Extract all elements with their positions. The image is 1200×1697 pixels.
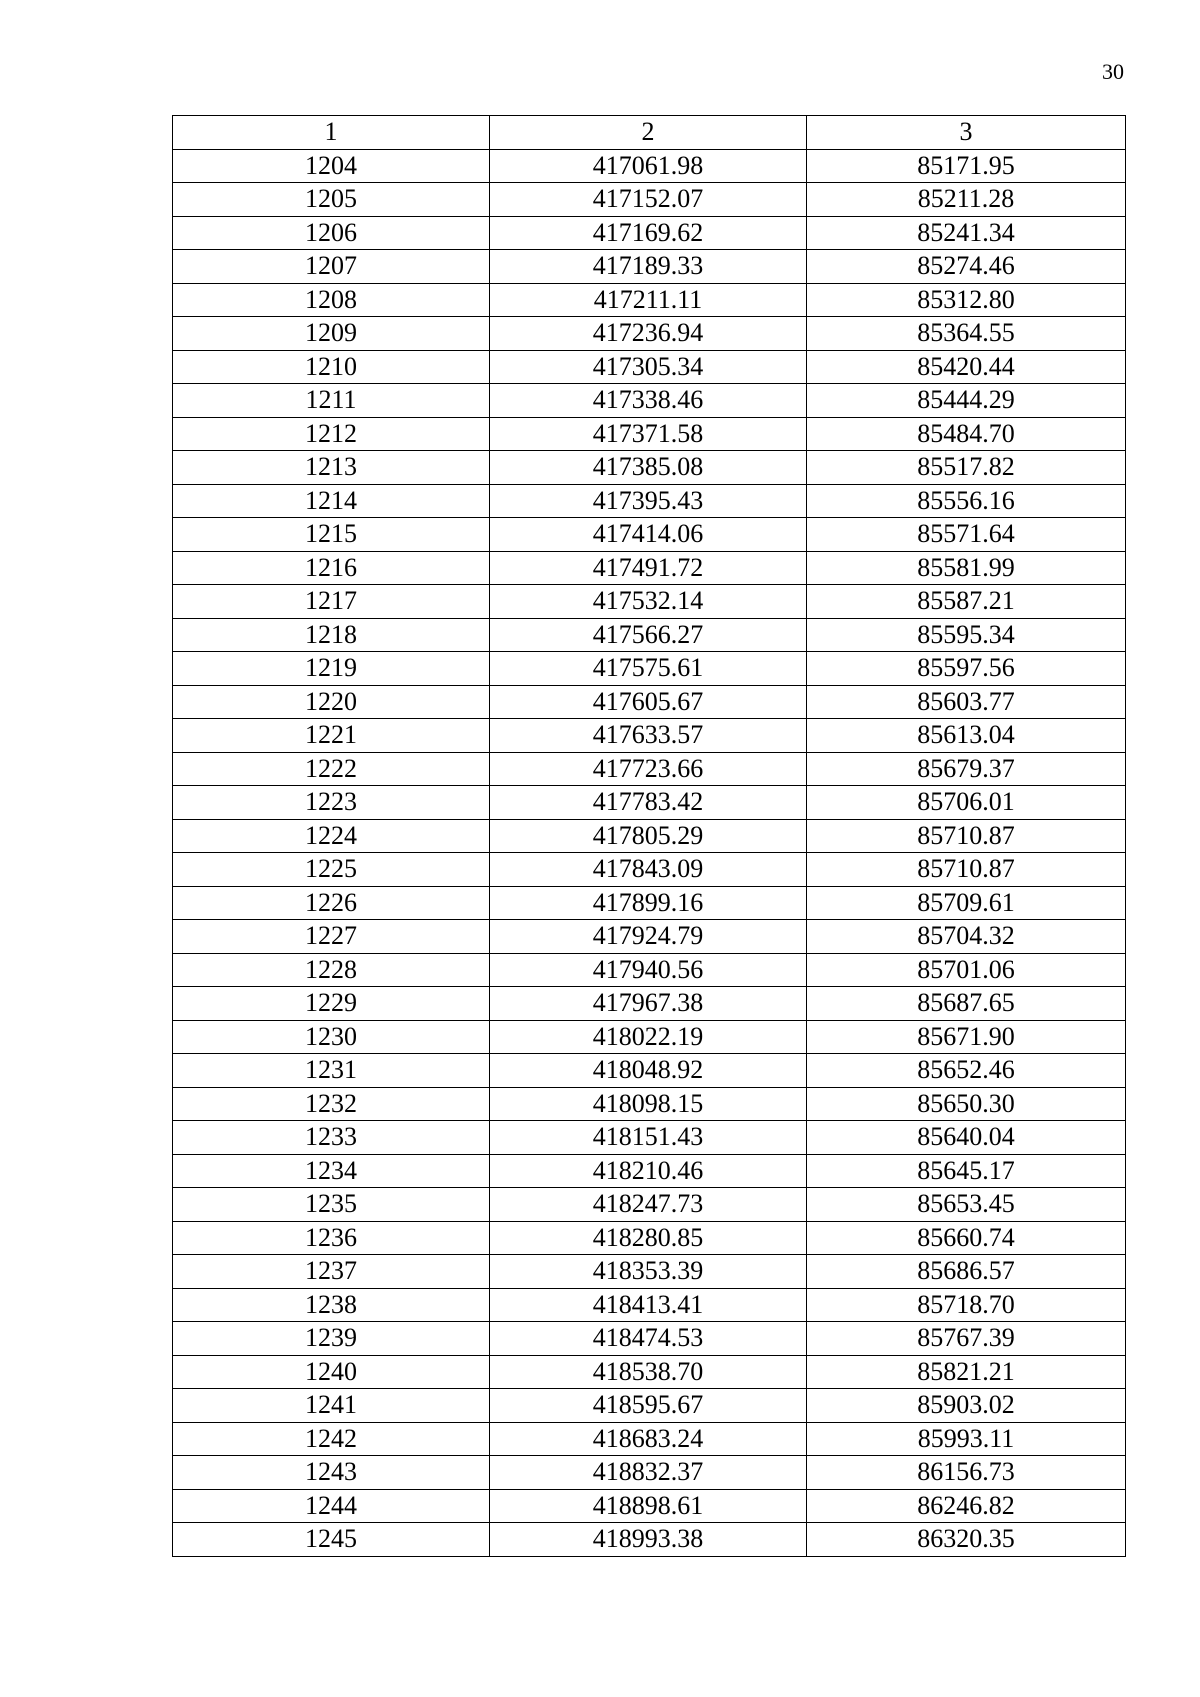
x-coordinate-cell: 417575.61 <box>490 652 807 686</box>
point-number-cell: 1227 <box>173 920 490 954</box>
y-coordinate-cell: 85640.04 <box>807 1121 1126 1155</box>
x-coordinate-cell: 417967.38 <box>490 987 807 1021</box>
x-coordinate-cell: 418280.85 <box>490 1221 807 1255</box>
y-coordinate-cell: 85652.46 <box>807 1054 1126 1088</box>
x-coordinate-cell: 417211.11 <box>490 283 807 317</box>
table-row <box>173 1422 1126 1456</box>
x-coordinate-cell: 418048.92 <box>490 1054 807 1088</box>
y-coordinate-cell: 85686.57 <box>807 1255 1126 1289</box>
x-coordinate-cell: 417385.08 <box>490 451 807 485</box>
point-number-cell: 1217 <box>173 585 490 619</box>
point-number-cell: 1215 <box>173 518 490 552</box>
point-number-cell: 1236 <box>173 1221 490 1255</box>
point-number-cell: 1204 <box>173 149 490 183</box>
x-coordinate-cell: 417805.29 <box>490 819 807 853</box>
point-number-cell: 1213 <box>173 451 490 485</box>
y-coordinate-cell: 85709.61 <box>807 886 1126 920</box>
y-coordinate-cell: 85420.44 <box>807 350 1126 384</box>
point-number-cell: 1241 <box>173 1389 490 1423</box>
point-number-cell: 1219 <box>173 652 490 686</box>
table-row <box>173 1020 1126 1054</box>
table-row <box>173 451 1126 485</box>
table-row <box>173 1322 1126 1356</box>
x-coordinate-cell: 418595.67 <box>490 1389 807 1423</box>
table-row <box>173 384 1126 418</box>
y-coordinate-cell: 85312.80 <box>807 283 1126 317</box>
table-header <box>173 116 1126 150</box>
table-row <box>173 250 1126 284</box>
table-row <box>173 1221 1126 1255</box>
x-coordinate-cell: 417940.56 <box>490 953 807 987</box>
x-coordinate-cell: 417723.66 <box>490 752 807 786</box>
y-coordinate-cell: 85595.34 <box>807 618 1126 652</box>
point-number-cell: 1212 <box>173 417 490 451</box>
point-number-cell: 1232 <box>173 1087 490 1121</box>
x-coordinate-cell: 418151.43 <box>490 1121 807 1155</box>
point-number-cell: 1206 <box>173 216 490 250</box>
table-row <box>173 819 1126 853</box>
y-coordinate-cell: 85706.01 <box>807 786 1126 820</box>
x-coordinate-cell: 418832.37 <box>490 1456 807 1490</box>
y-coordinate-cell: 85653.45 <box>807 1188 1126 1222</box>
x-coordinate-cell: 417236.94 <box>490 317 807 351</box>
x-coordinate-cell: 417843.09 <box>490 853 807 887</box>
y-coordinate-cell: 85993.11 <box>807 1422 1126 1456</box>
table-row <box>173 585 1126 619</box>
table-row <box>173 1054 1126 1088</box>
y-coordinate-cell: 85767.39 <box>807 1322 1126 1356</box>
point-number-cell: 1230 <box>173 1020 490 1054</box>
table-row <box>173 283 1126 317</box>
x-coordinate-cell: 418474.53 <box>490 1322 807 1356</box>
y-coordinate-cell: 85587.21 <box>807 585 1126 619</box>
table-row <box>173 417 1126 451</box>
y-coordinate-cell: 85444.29 <box>807 384 1126 418</box>
column-header-2: 2 <box>490 116 807 150</box>
point-number-cell: 1240 <box>173 1355 490 1389</box>
y-coordinate-cell: 85687.65 <box>807 987 1126 1021</box>
table-row <box>173 1154 1126 1188</box>
y-coordinate-cell: 85484.70 <box>807 417 1126 451</box>
table-row <box>173 350 1126 384</box>
x-coordinate-cell: 417371.58 <box>490 417 807 451</box>
table-row <box>173 1389 1126 1423</box>
column-header-1: 1 <box>173 116 490 150</box>
column-header-3: 3 <box>807 116 1126 150</box>
point-number-cell: 1242 <box>173 1422 490 1456</box>
point-number-cell: 1224 <box>173 819 490 853</box>
point-number-cell: 1210 <box>173 350 490 384</box>
y-coordinate-cell: 85821.21 <box>807 1355 1126 1389</box>
table-row <box>173 1523 1126 1557</box>
x-coordinate-cell: 418022.19 <box>490 1020 807 1054</box>
x-coordinate-cell: 418993.38 <box>490 1523 807 1557</box>
x-coordinate-cell: 417491.72 <box>490 551 807 585</box>
x-coordinate-cell: 418353.39 <box>490 1255 807 1289</box>
y-coordinate-cell: 85364.55 <box>807 317 1126 351</box>
y-coordinate-cell: 85581.99 <box>807 551 1126 585</box>
y-coordinate-cell: 85171.95 <box>807 149 1126 183</box>
x-coordinate-cell: 418413.41 <box>490 1288 807 1322</box>
point-number-cell: 1218 <box>173 618 490 652</box>
y-coordinate-cell: 85903.02 <box>807 1389 1126 1423</box>
point-number-cell: 1225 <box>173 853 490 887</box>
point-number-cell: 1221 <box>173 719 490 753</box>
x-coordinate-cell: 417924.79 <box>490 920 807 954</box>
point-number-cell: 1226 <box>173 886 490 920</box>
y-coordinate-cell: 85679.37 <box>807 752 1126 786</box>
x-coordinate-cell: 418538.70 <box>490 1355 807 1389</box>
point-number-cell: 1245 <box>173 1523 490 1557</box>
x-coordinate-cell: 418210.46 <box>490 1154 807 1188</box>
point-number-cell: 1243 <box>173 1456 490 1490</box>
point-number-cell: 1207 <box>173 250 490 284</box>
table-row <box>173 853 1126 887</box>
y-coordinate-cell: 85671.90 <box>807 1020 1126 1054</box>
point-number-cell: 1220 <box>173 685 490 719</box>
x-coordinate-cell: 417152.07 <box>490 183 807 217</box>
table-row <box>173 652 1126 686</box>
y-coordinate-cell: 85597.56 <box>807 652 1126 686</box>
x-coordinate-cell: 418098.15 <box>490 1087 807 1121</box>
x-coordinate-cell: 417305.34 <box>490 350 807 384</box>
table-row <box>173 719 1126 753</box>
y-coordinate-cell: 86320.35 <box>807 1523 1126 1557</box>
y-coordinate-cell: 85241.34 <box>807 216 1126 250</box>
x-coordinate-cell: 417338.46 <box>490 384 807 418</box>
table-row <box>173 551 1126 585</box>
x-coordinate-cell: 417061.98 <box>490 149 807 183</box>
point-number-cell: 1233 <box>173 1121 490 1155</box>
coordinates-table <box>172 115 1126 1557</box>
point-number-cell: 1229 <box>173 987 490 1021</box>
table-row <box>173 886 1126 920</box>
x-coordinate-cell: 417783.42 <box>490 786 807 820</box>
y-coordinate-cell: 85710.87 <box>807 819 1126 853</box>
x-coordinate-cell: 417566.27 <box>490 618 807 652</box>
table-row <box>173 1456 1126 1490</box>
y-coordinate-cell: 85701.06 <box>807 953 1126 987</box>
table-row <box>173 1087 1126 1121</box>
table-row <box>173 1121 1126 1155</box>
table-row <box>173 317 1126 351</box>
point-number-cell: 1208 <box>173 283 490 317</box>
point-number-cell: 1205 <box>173 183 490 217</box>
y-coordinate-cell: 85211.28 <box>807 183 1126 217</box>
x-coordinate-cell: 417633.57 <box>490 719 807 753</box>
page-number: 30 <box>1102 59 1124 84</box>
point-number-cell: 1244 <box>173 1489 490 1523</box>
point-number-cell: 1237 <box>173 1255 490 1289</box>
table-row <box>173 1355 1126 1389</box>
x-coordinate-cell: 418683.24 <box>490 1422 807 1456</box>
point-number-cell: 1239 <box>173 1322 490 1356</box>
table-row <box>173 1188 1126 1222</box>
x-coordinate-cell: 417532.14 <box>490 585 807 619</box>
y-coordinate-cell: 85603.77 <box>807 685 1126 719</box>
table-row <box>173 618 1126 652</box>
x-coordinate-cell: 417605.67 <box>490 685 807 719</box>
y-coordinate-cell: 86246.82 <box>807 1489 1126 1523</box>
point-number-cell: 1234 <box>173 1154 490 1188</box>
table-row <box>173 953 1126 987</box>
x-coordinate-cell: 417189.33 <box>490 250 807 284</box>
point-number-cell: 1231 <box>173 1054 490 1088</box>
header-row <box>173 116 1126 150</box>
table-row <box>173 752 1126 786</box>
table-row <box>173 1255 1126 1289</box>
y-coordinate-cell: 85660.74 <box>807 1221 1126 1255</box>
point-number-cell: 1211 <box>173 384 490 418</box>
y-coordinate-cell: 85613.04 <box>807 719 1126 753</box>
y-coordinate-cell: 86156.73 <box>807 1456 1126 1490</box>
table-row <box>173 183 1126 217</box>
table-row <box>173 786 1126 820</box>
table-row <box>173 216 1126 250</box>
y-coordinate-cell: 85556.16 <box>807 484 1126 518</box>
x-coordinate-cell: 418898.61 <box>490 1489 807 1523</box>
table-row <box>173 1288 1126 1322</box>
table-row <box>173 685 1126 719</box>
y-coordinate-cell: 85274.46 <box>807 250 1126 284</box>
table-row <box>173 1489 1126 1523</box>
y-coordinate-cell: 85704.32 <box>807 920 1126 954</box>
table-row <box>173 484 1126 518</box>
y-coordinate-cell: 85645.17 <box>807 1154 1126 1188</box>
y-coordinate-cell: 85517.82 <box>807 451 1126 485</box>
y-coordinate-cell: 85650.30 <box>807 1087 1126 1121</box>
x-coordinate-cell: 417899.16 <box>490 886 807 920</box>
point-number-cell: 1216 <box>173 551 490 585</box>
point-number-cell: 1214 <box>173 484 490 518</box>
point-number-cell: 1228 <box>173 953 490 987</box>
x-coordinate-cell: 417414.06 <box>490 518 807 552</box>
table-body <box>173 149 1126 1556</box>
y-coordinate-cell: 85718.70 <box>807 1288 1126 1322</box>
point-number-cell: 1223 <box>173 786 490 820</box>
point-number-cell: 1235 <box>173 1188 490 1222</box>
x-coordinate-cell: 418247.73 <box>490 1188 807 1222</box>
x-coordinate-cell: 417395.43 <box>490 484 807 518</box>
y-coordinate-cell: 85571.64 <box>807 518 1126 552</box>
point-number-cell: 1238 <box>173 1288 490 1322</box>
y-coordinate-cell: 85710.87 <box>807 853 1126 887</box>
table-row <box>173 149 1126 183</box>
x-coordinate-cell: 417169.62 <box>490 216 807 250</box>
point-number-cell: 1209 <box>173 317 490 351</box>
point-number-cell: 1222 <box>173 752 490 786</box>
table-row <box>173 920 1126 954</box>
table-row <box>173 518 1126 552</box>
table-row <box>173 987 1126 1021</box>
